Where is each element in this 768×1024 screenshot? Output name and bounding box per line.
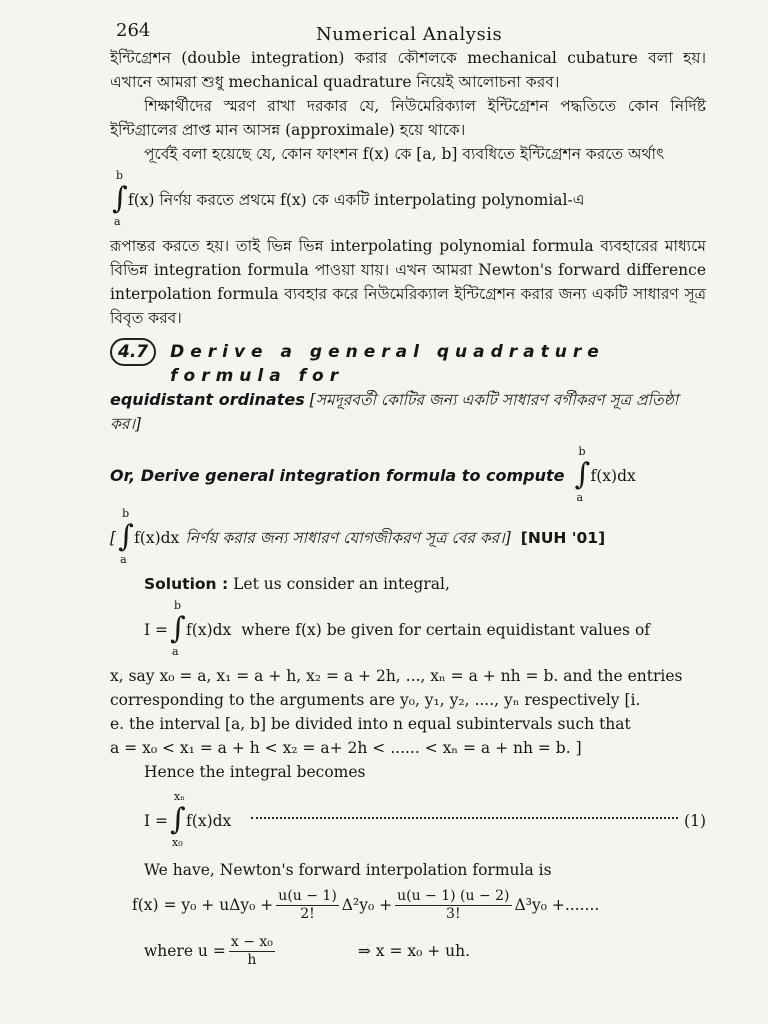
- solution-line-7: We have, Newton's forward interpolation formula is: [144, 861, 552, 879]
- fraction: $\frac{u(u - 1)}{2!}$: [278, 887, 337, 922]
- paragraph-2: শিক্ষার্থীদের স্মরণ রাখা দরকার যে, নিউমেরিক্যাল ইন্টিগ্রেশন পদ্ধতিতে কোন নির্দিষ্ট ইন্টিগ্রালের প্রাপ্ত মান আসন্ন (approximale) হয়ে থাকে।: [110, 97, 706, 139]
- section-4-7: [110, 338, 706, 566]
- solution-line-5: a = x₀ < x₁ = a + h < x₂ = a+ 2h < ...... < xₙ = a + nh = b. ]: [110, 739, 582, 757]
- paragraph-3: পূর্বেই বলা হয়েছে যে, কোন ফাংশন f(x) কে [a, b] ব্যবধিতে ইন্টিগ্রেশন করতে অর্থাৎ: [144, 145, 665, 163]
- integral-sign: xₙ ∫ x₀: [170, 790, 186, 849]
- bracket-integrand: f(x)dx: [134, 529, 180, 547]
- exam-reference: [NUH '01]: [520, 529, 606, 547]
- substitution-line: where u = $\frac{\text{x − x₀}}{h}$ ⇒ x = x₀ + uh.: [144, 933, 471, 968]
- solution-line-3: corresponding to the arguments are y₀, y₁, y₂, ...., yₙ respectively [i.: [110, 691, 641, 709]
- solution-label: Solution :: [144, 575, 229, 593]
- running-title: Numerical Analysis: [316, 24, 503, 45]
- or-line: [110, 446, 706, 506]
- integral-line-1: [110, 169, 706, 228]
- fraction: $\frac{u(u - 1) (u - 2)}{3!}$: [397, 887, 510, 922]
- solution-intro-line: [110, 572, 706, 596]
- page-number: 264: [116, 20, 151, 41]
- integral-sign: b ∫ a: [118, 507, 134, 566]
- page-header: [110, 14, 710, 44]
- paragraph-4: রূপান্তর করতে হয়। তাই ভিন্ন ভিন্ন interpolating polynomial formula ব্যবহারের মাধ্যমে বিভিন্ন integration formula পাওয়া যায়। এখন আমরা Newton's forward difference interpolation formula ব্যবহার করে নিউমেরিক্যাল ইন্টিগ্রেশন করার জন্য একটি সাধারণ সূত্র বিবৃত করব।: [110, 237, 706, 327]
- section-title-cont: equidistant ordinates [সমদূরবর্তী কোটির জন্য একটি সাধারণ বর্গীকরণ সূত্র প্রতিষ্ঠা কর।]: [110, 390, 679, 433]
- solution-line-2: x, say x₀ = a, x₁ = a + h, x₂ = a + 2h, ..., xₙ = a + nh = b. and the entries: [110, 667, 683, 685]
- dotted-leader: [251, 817, 678, 819]
- section-heading: [110, 338, 706, 388]
- section-number: 4.7: [110, 338, 156, 366]
- integral-sign: b ∫ a: [574, 445, 591, 504]
- equation-integral-I: I = b ∫ a f(x)dx where f(x) be given for certain equidistant values of: [144, 599, 651, 658]
- section-bengali: [সমদূরবর্তী কোটির জন্য একটি সাধারণ বর্গীকরণ সূত্র প্রতিষ্ঠা কর।]: [110, 391, 679, 433]
- integral-sign: b ∫ a: [170, 599, 186, 658]
- or-text: Or, Derive general integration formula to compute: [110, 466, 565, 485]
- bracket-line: [ b ∫ a f(x)dx নির্ণয় করার জন্য সাধারণ যোগজীকরণ সূত্র বের কর।] [NUH '01]: [110, 507, 606, 566]
- section-title: Derive a general quadrature formula for: [170, 342, 605, 386]
- equation-1: I = xₙ ∫ x₀ f(x)dx (1): [144, 790, 706, 849]
- or-integrand: f(x)dx: [590, 467, 636, 485]
- solution-intro: Let us consider an integral,: [233, 575, 450, 593]
- integral-text: f(x) নির্ণয় করতে প্রথমে f(x) কে একটি interpolating polynomial-এ: [128, 191, 585, 209]
- solution-line-6: Hence the integral becomes: [144, 763, 366, 781]
- fraction: $\frac{\text{x − x₀}}{h}$: [230, 933, 273, 968]
- paragraph-1: ইন্টিগ্রেশন (double integration) করার কৌশলকে mechanical cubature বলা হয়। এখানে আমরা শুধু mechanical quadrature নিয়েই আলোচনা করব।: [110, 49, 706, 91]
- bracket-text: নির্ণয় করার জন্য সাধারণ যোগজীকরণ সূত্র বের কর।]: [185, 529, 511, 547]
- newton-formula: f(x) = y₀ + uΔy₀ + $\frac{u(u - 1)}{2!}$ Δ²y₀ + $\frac{u(u - 1) (u - 2)}{3!}$ Δ³y₀ +.......: [132, 887, 600, 922]
- page-body: [110, 46, 706, 974]
- integral-sign: b ∫ a: [112, 169, 128, 228]
- equation-tag: (1): [684, 812, 706, 830]
- solution-line-4: e. the interval [a, b] be divided into n equal subintervals such that: [110, 715, 631, 733]
